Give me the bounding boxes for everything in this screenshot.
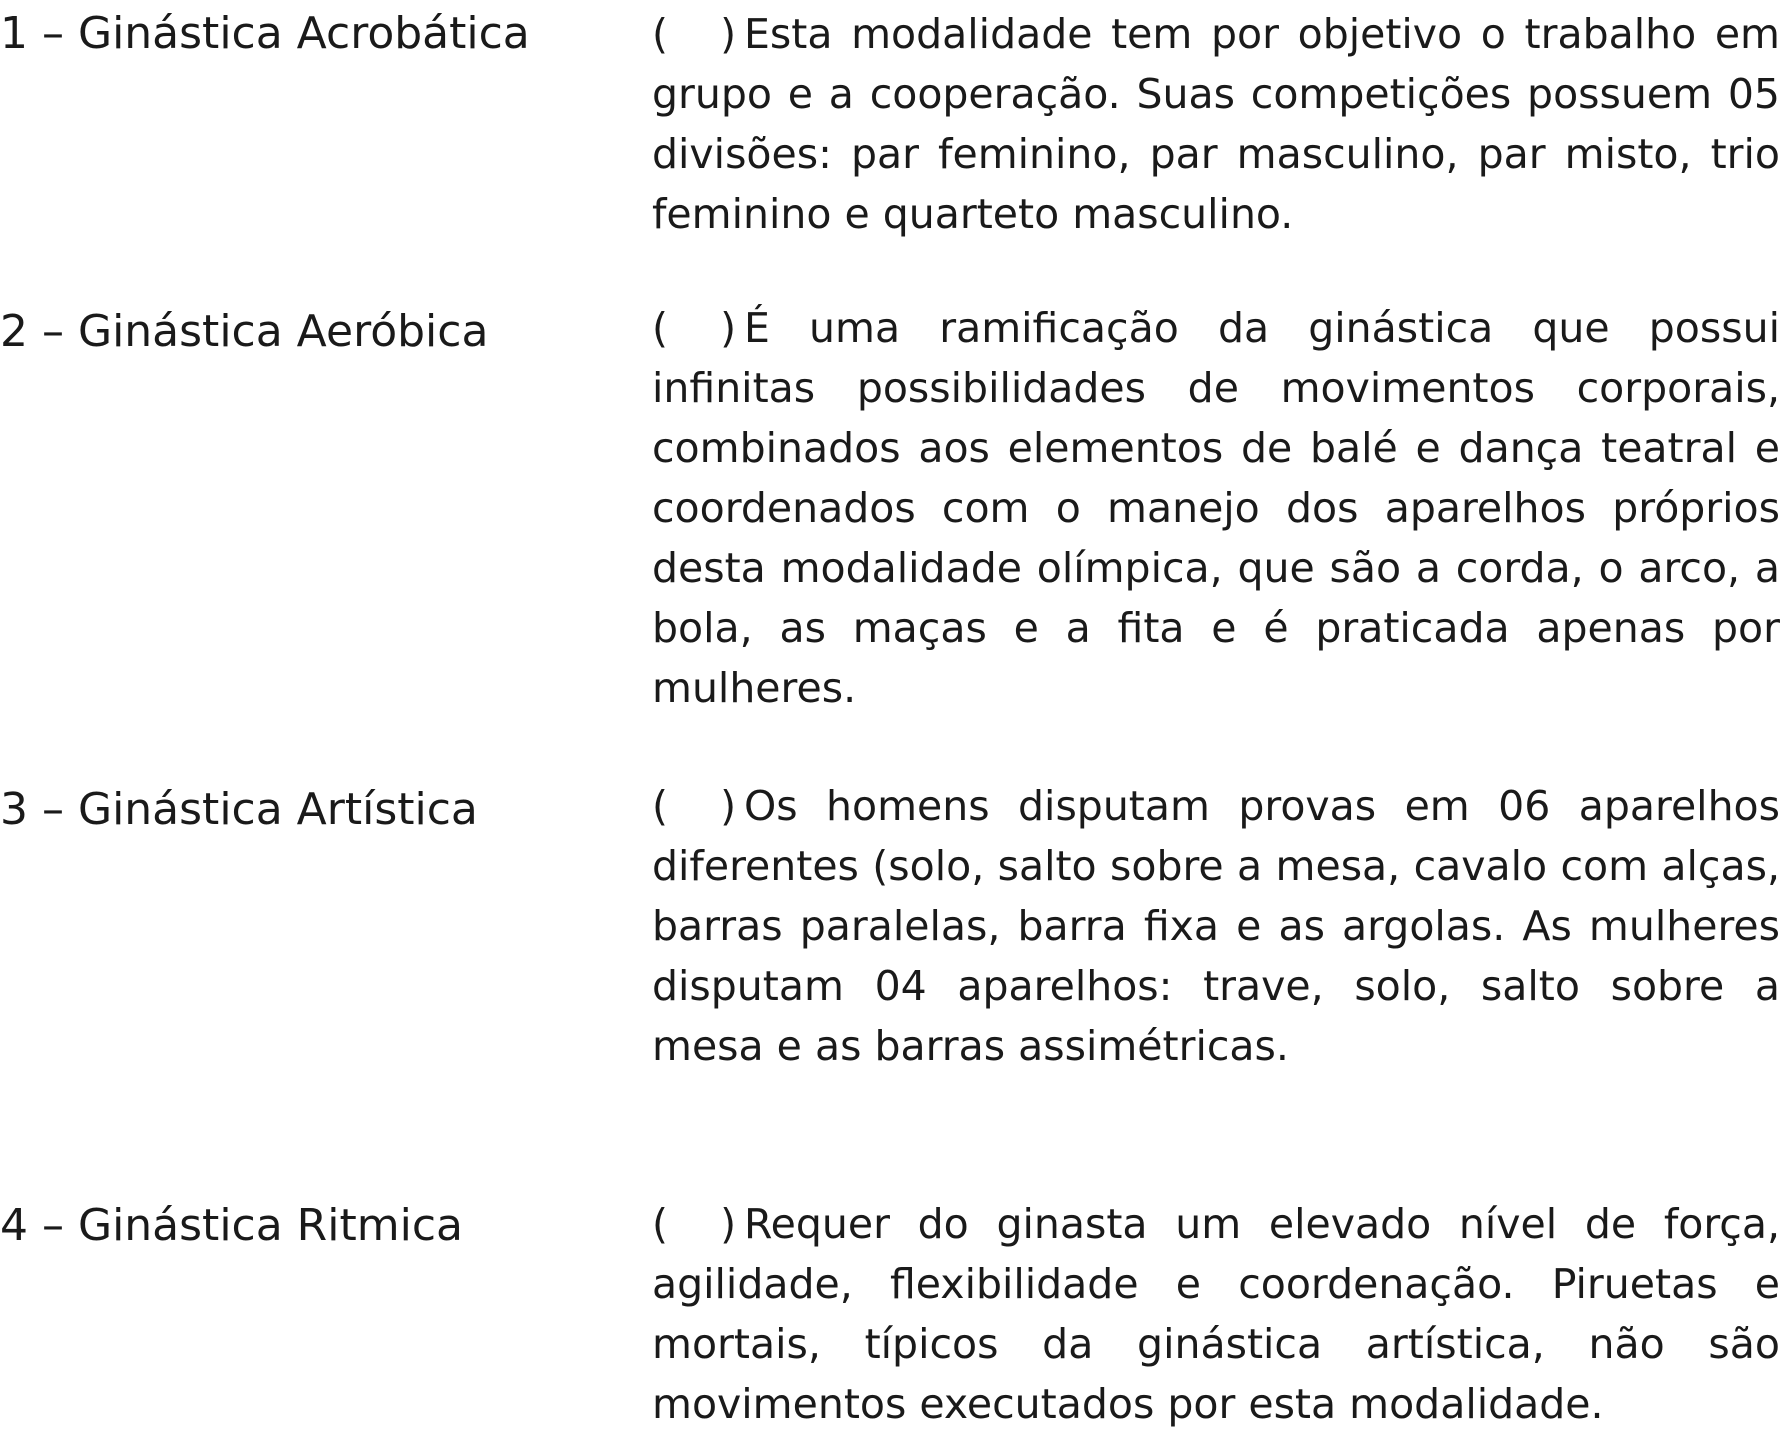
description-4-text: Requer do ginasta um elevado nível de força, agilidade, flexibilidade e coordenação. Piruetas e mortais, típicos da ginástica artística, não são movimentos executados por esta modalidade. [652,1200,1780,1428]
description-4 [652,1194,1780,1434]
label-4: 4 – Ginástica Ritmica [0,1200,463,1251]
description-2 [652,298,1780,718]
label-3: 3 – Ginástica Artística [0,784,478,835]
description-1-text: Esta modalidade tem por objetivo o trabalho em grupo e a cooperação. Suas competições possuem 05 divisões: par feminino, par masculino, par misto, trio feminino e quarteto masculino. [652,10,1780,238]
description-2-text: É uma ramificação da ginástica que possui infinitas possibilidades de movimentos corporais, combinados aos elementos de balé e dança teatral e coordenados com o manejo dos aparelhos próprios desta modalidade olímpica, que são a corda, o arco, a bola, as maças e a fita e é praticada apenas por mulheres. [652,304,1780,712]
description-3-text: Os homens disputam provas em 06 aparelhos diferentes (solo, salto sobre a mesa, cavalo com alças, barras paralelas, barra fixa e as argolas. As mulheres disputam 04 aparelhos: trave, solo, salto sobre a mesa e as barras assimétricas. [652,782,1780,1070]
label-1: 1 – Ginástica Acrobática [0,8,530,59]
answer-blank-2[interactable]: ( ) [652,304,737,352]
description-1 [652,4,1780,244]
answer-blank-3[interactable]: ( ) [652,782,737,830]
label-2: 2 – Ginástica Aeróbica [0,306,489,357]
description-3 [652,776,1780,1076]
answer-blank-4[interactable]: ( ) [652,1200,737,1248]
answer-blank-1[interactable]: ( ) [652,10,737,58]
